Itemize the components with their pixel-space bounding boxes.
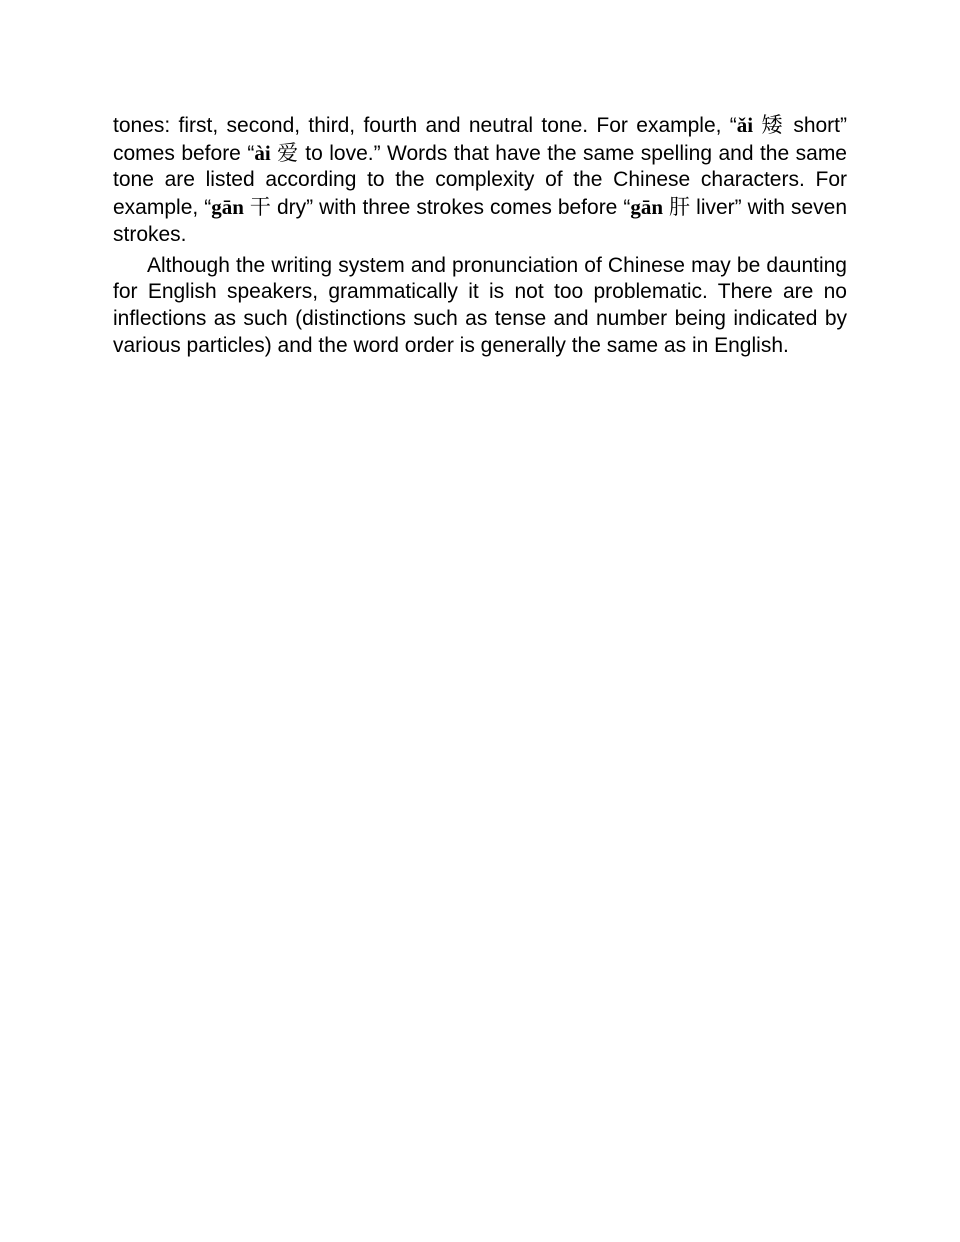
pinyin-term: gān: [211, 195, 244, 220]
chinese-character: 矮: [761, 113, 785, 137]
text-run: tones: first, second, third, fourth and neutral tone. For example, “: [113, 114, 737, 137]
chinese-character: 爱: [277, 140, 299, 165]
text-run: dry” with three strokes comes before “: [271, 196, 631, 220]
text-run: short” comes before “: [113, 114, 847, 165]
paragraph-grammar: [113, 253, 847, 360]
text-run: Although the writing system and pronunciation of Chinese may be daunting for English speakers, grammatically it is not too problematic. There are no inflections as such (distinctions such as tense and number being indicated by various particles) and the word order is generally the same as in English.: [113, 253, 847, 357]
text-run: liver” with seven strokes.: [113, 196, 847, 246]
text-run: to love.” Words that have the same spelling and the same tone are listed according to the complexity of the Chinese characters. For example, “: [113, 141, 847, 220]
paragraph-tones: [113, 112, 847, 249]
chinese-character: 干: [249, 195, 272, 220]
pinyin-term: ài: [254, 140, 271, 165]
body-text: [113, 112, 847, 359]
pinyin-term: ǎi: [736, 113, 754, 137]
chinese-character: 肝: [669, 195, 691, 220]
pinyin-term: gān: [630, 195, 664, 220]
